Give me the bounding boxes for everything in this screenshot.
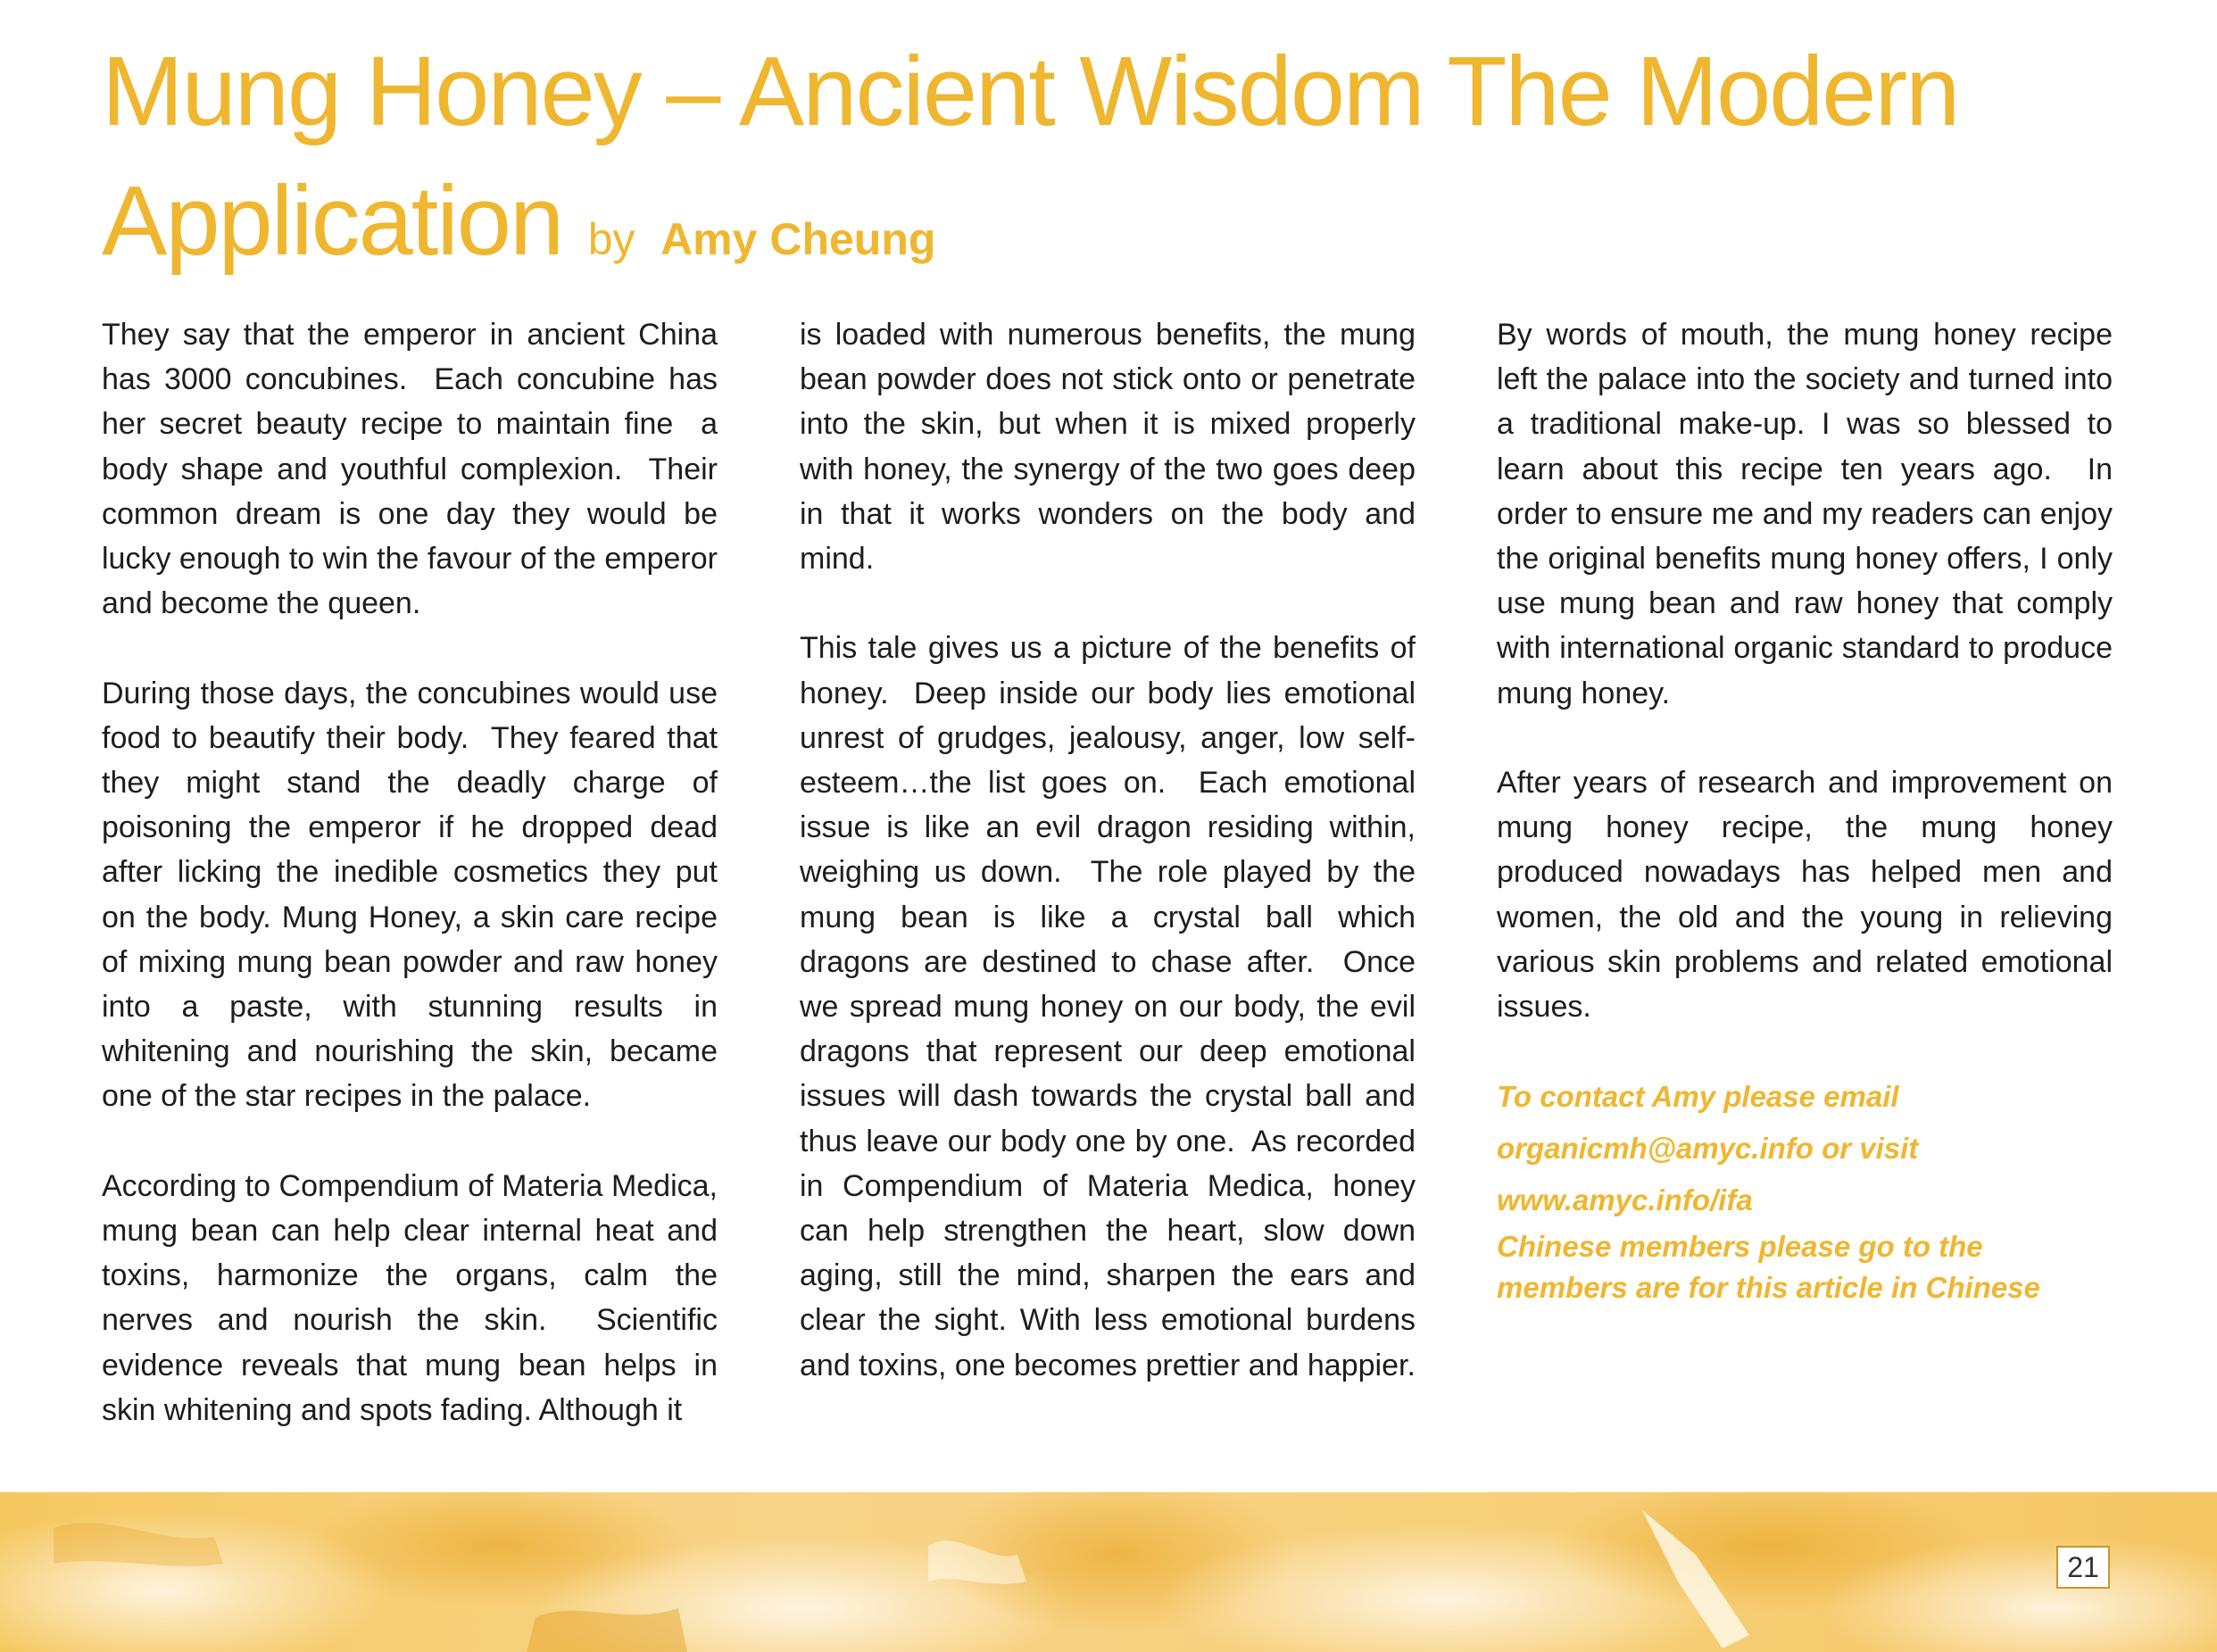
text-column-2 [800, 312, 1416, 1432]
text-column-1 [102, 312, 718, 1477]
paragraph: After years of research and improvement on mung honey recipe, the mung honey produced nowadays has helped men and women, the old and the young in relieving various skin problems and related emotional issues. [1497, 766, 2113, 1025]
contact-line: Chinese members please go to the [1497, 1230, 1983, 1263]
contact-email[interactable]: organicmh@amyc.info or visit [1497, 1132, 1919, 1165]
paragraph: They say that the emperor in ancient China has 3000 concubines. Each concubine has her secret beauty recipe to maintain fine a body shape and youthful complexion. Their common dream is one day they would be lucky enough to win the favour of the emperor and become the queen. [102, 318, 718, 621]
contact-info [1497, 1071, 2157, 1308]
contact-website[interactable]: www.amyc.info/ifa [1497, 1183, 1753, 1216]
decorative-honey-band [0, 1492, 2217, 1652]
title-line-2: Application [102, 166, 563, 276]
contact-line: members are for this article in Chinese [1497, 1271, 2040, 1304]
honey-texture-image [0, 1492, 2217, 1652]
contact-line: To contact Amy please email [1497, 1080, 1899, 1113]
title-line-1: Mung Honey – Ancient Wisdom The Modern [102, 37, 1959, 146]
paragraph: This tale gives us a picture of the benefits of honey. Deep inside our body lies emotional unrest of grudges, jealousy, anger, low self-esteem…the list goes on. Each emotional issue is like an evil dragon residing within, weighing us down. The role played by the mung bean is like a crystal ball which dragons are destined to chase after. Once we spread mung honey on our body, the evil dragons that represent our deep emotional issues will dash towards the crystal ball and thus leave our body one by one. As recorded in Compendium of Materia Medica, honey can help strengthen the heart, slow down aging, still the mind, sharpen the ears and clear the sight. With less emotional burdens and toxins, one becomes prettier and happier. [800, 631, 1416, 1382]
byline-prefix: by [587, 214, 635, 264]
paragraph: According to Compendium of Materia Medica, mung bean can help clear internal heat and toxins, harmonize the organs, calm the nerves and nourish the skin. Scientific evidence reveals that mung bean helps in skin whitening and spots fading. Although it [102, 1168, 718, 1427]
author-name: Amy Cheung [660, 214, 936, 264]
paragraph: During those days, the concubines would use food to beautify their body. They feared that they might stand the deadly charge of poisoning the emperor if he dropped dead after licking the inedible cosmetics they put on the body. Mung Honey, a skin care recipe of mixing mung bean powder and raw honey into a paste, with stunning results in whitening and nourishing the skin, became one of the star recipes in the palace. [102, 676, 718, 1114]
paragraph: is loaded with numerous benefits, the mung bean powder does not stick onto or penetrate into the skin, but when it is mixed properly with honey, the synergy of the two goes deep in that it works wonders on the body and mind. [800, 318, 1416, 577]
article-title [102, 27, 2155, 304]
paragraph: By words of mouth, the mung honey recipe left the palace into the society and turned into a traditional make-up. I was so blessed to learn about this recipe ten years ago. In order to ensure me and my readers can enjoy the original benefits mung honey offers, I only use mung bean and raw honey that comply with international organic standard to produce mung honey. [1497, 318, 2113, 710]
text-column-3 [1497, 312, 2113, 1074]
page-number: 21 [2056, 1546, 2110, 1589]
